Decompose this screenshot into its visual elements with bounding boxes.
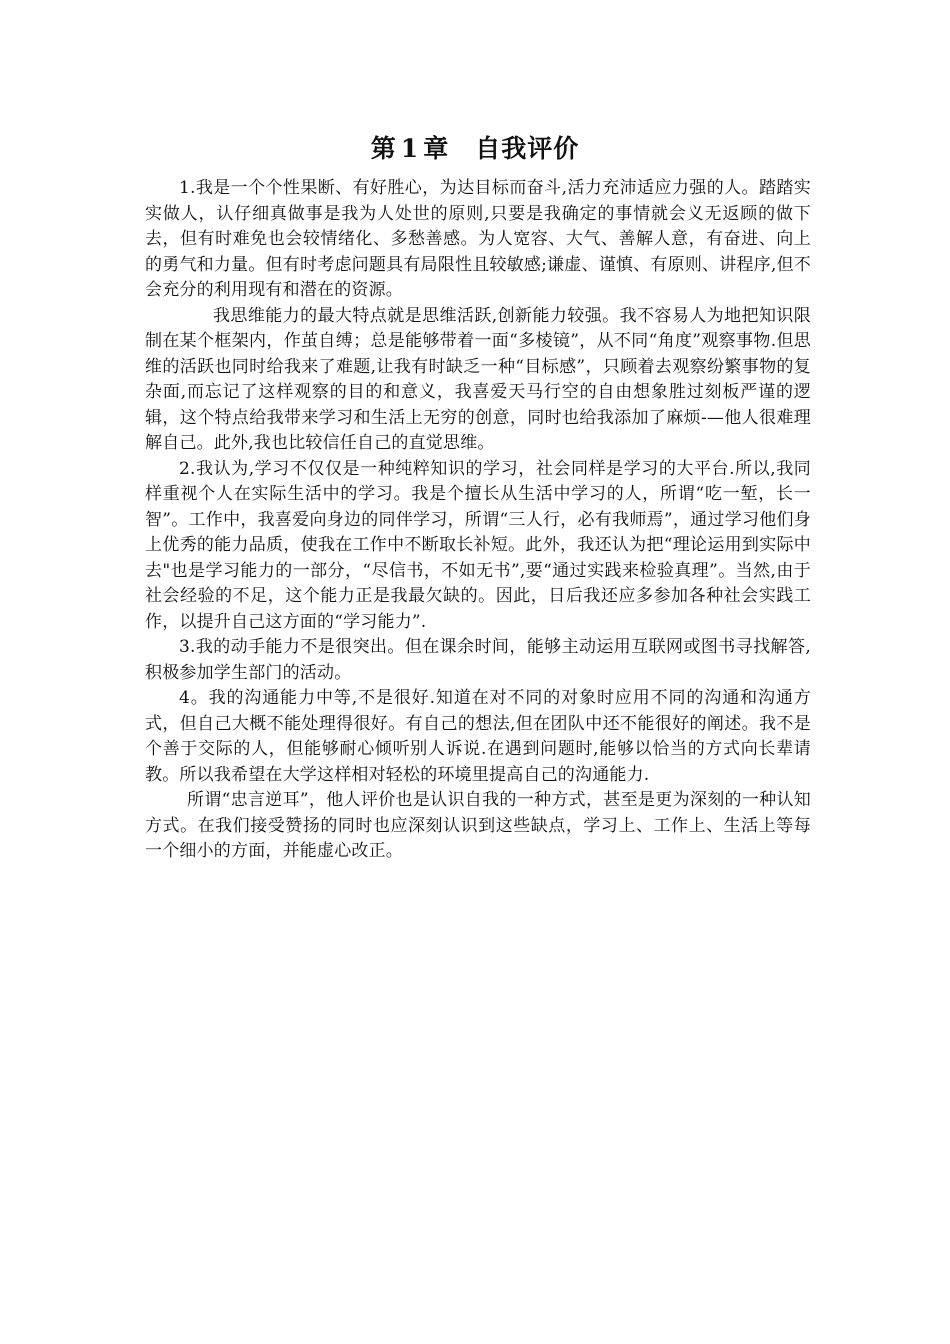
- chapter-prefix: 第: [370, 134, 397, 163]
- paragraph-6: 所谓“忠言逆耳”，他人评价也是认识自我的一种方式，甚至是更为深刻的一种认知方式。在我们接受赞扬的同时也应深刻认识到这些缺点，学习上、工作上、生活上等每一个细小的方面，并能虚心改正。: [145, 790, 811, 861]
- paragraph-2: 我思维能力的最大特点就是思维活跃,创新能力较强。我不容易人为地把知识限制在某个框架内，作茧自缚；总是能够带着一面“多棱镜”，从不同“角度”观察事物.但思维的活跃也同时给我来了难题,让我有时缺乏一种“目标感”，只顾着去观察纷繁事物的复杂面,而忘记了这样观察的目的和意义，我喜爱天马行空的自由想象胜过刻板严谨的逻辑，这个特点给我带来学习和生活上无穷的创意，同时也给我添加了麻烦-—他人很难理解自己。此外,我也比较信任自己的直觉思维。: [145, 305, 811, 453]
- chapter-number: 1: [400, 134, 420, 163]
- chapter-word: 章: [423, 134, 450, 163]
- paragraph-3: 2.我认为,学习不仅仅是一种纯粹知识的学习，社会同样是学习的大平台.所以,我同样重视个人在实际生活中的学习。我是个擅长从生活中学习的人，所谓“吃一堑，长一智”。工作中，我喜爱向身边的同伴学习，所谓“三人行，必有我师焉”，通过学习他们身上优秀的能力品质，使我在工作中不断取长补短。此外，我还认为把“理论运用到实际中去"也是学习能力的一部分，“尽信书，不如无书”,要“通过实践来检验真理”。当然,由于社会经验的不足，这个能力正是我最欠缺的。因此，日后我还应多参加各种社会实践工作，以提升自己这方面的“学习能力”.: [145, 458, 811, 632]
- chapter-title-text: 自我评价: [475, 134, 580, 163]
- chapter-title: [0, 132, 950, 166]
- paragraph-5: 4。我的沟通能力中等,不是很好.知道在对不同的对象时应用不同的沟通和沟通方式，但自己大概不能处理得很好。有自己的想法,但在团队中还不能很好的阐述。我不是个善于交际的人，但能够耐心倾听别人诉说.在遇到问题时,能够以恰当的方式向长辈请教。所以我希望在大学这样相对轻松的环境里提高自己的沟通能力.: [145, 688, 811, 785]
- paragraph-4: 3.我的动手能力不是很突出。但在课余时间，能够主动运用互联网或图书寻找解答,积极参加学生部门的活动。: [145, 637, 811, 683]
- paragraph-1: 1.我是一个个性果断、有好胜心，为达目标而奋斗,活力充沛适应力强的人。踏踏实实做人，认仔细真做事是我为人处世的原则,只要是我确定的事情就会义无返顾的做下去，但有时难免也会较情绪化、多愁善感。为人宽容、大气、善解人意，有奋进、向上的勇气和力量。但有时考虑问题具有局限性且较敏感;谦虚、谨慎、有原则、讲程序,但不会充分的利用现有和潜在的资源。: [145, 178, 811, 300]
- document-body: [145, 176, 811, 865]
